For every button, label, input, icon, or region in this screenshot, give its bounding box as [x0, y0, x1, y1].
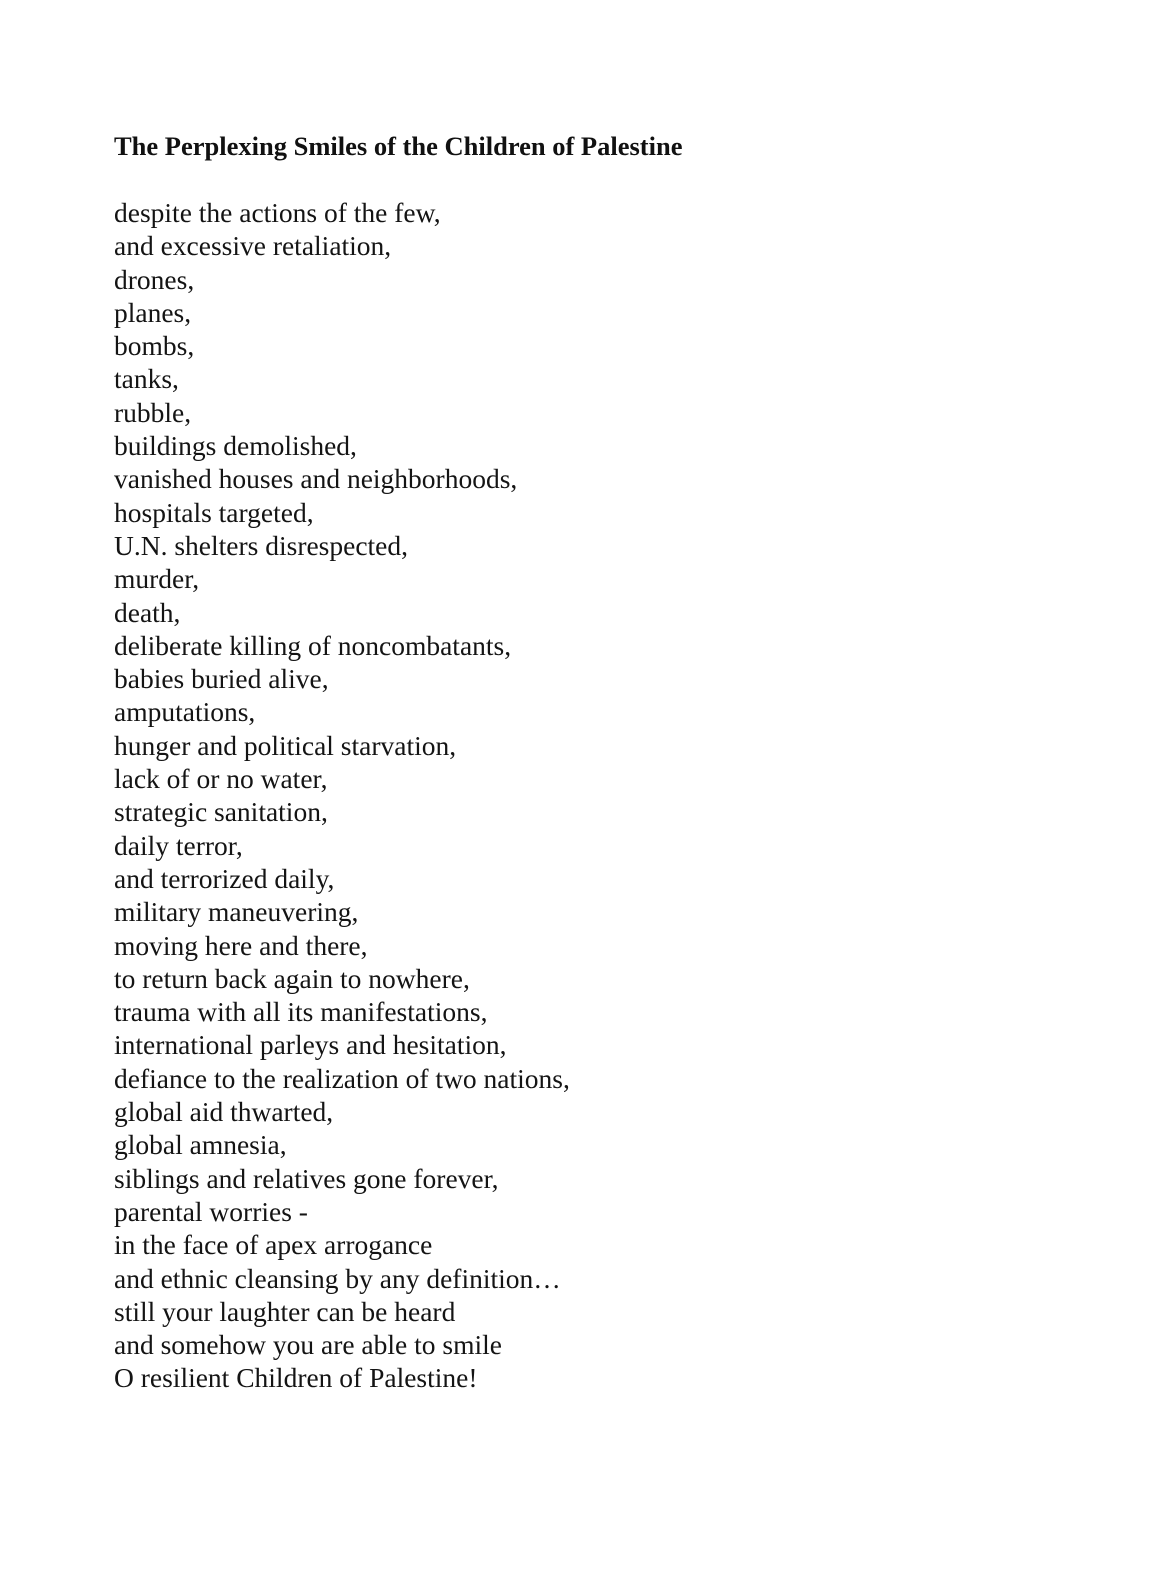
poem-title: The Perplexing Smiles of the Children of Palestine [114, 131, 683, 161]
poem-line: amputations, [114, 696, 256, 728]
poem-line: vanished houses and neighborhoods, [114, 463, 518, 495]
poem-line: and terrorized daily, [114, 862, 335, 894]
poem-line: defiance to the realization of two nations, [114, 1062, 570, 1094]
poem-line: siblings and relatives gone forever, [114, 1162, 499, 1194]
poem-line: drones, [114, 263, 195, 295]
poem-line: daily terror, [114, 829, 243, 861]
poem-line: despite the actions of the few, [114, 197, 441, 228]
poem-line: tanks, [114, 363, 179, 395]
poem-line: global amnesia, [114, 1129, 287, 1161]
poem-line: and excessive retaliation, [114, 230, 392, 262]
poem-line: trauma with all its manifestations, [114, 996, 488, 1028]
poem-line: O resilient Children of Palestine! [114, 1362, 478, 1394]
poem-line: rubble, [114, 396, 192, 428]
poem-line: and somehow you are able to smile [114, 1329, 502, 1361]
poem-line: babies buried alive, [114, 663, 329, 695]
poem-line: lack of or no water, [114, 763, 328, 795]
poem-line: military maneuvering, [114, 896, 359, 928]
poem-line: hospitals targeted, [114, 496, 314, 528]
poem-line: hunger and political starvation, [114, 729, 457, 761]
poem-line: international parleys and hesitation, [114, 1029, 507, 1061]
poem-line: planes, [114, 296, 192, 328]
poem-body [114, 196, 570, 1395]
poem-line: strategic sanitation, [114, 796, 328, 828]
poem-line: and ethnic cleansing by any definition… [114, 1262, 561, 1294]
poem-line: buildings demolished, [114, 430, 357, 462]
poem-line: deliberate killing of noncombatants, [114, 629, 512, 661]
poem-line: to return back again to nowhere, [114, 962, 470, 994]
poem-line: murder, [114, 563, 200, 595]
poem-line: global aid thwarted, [114, 1096, 334, 1128]
poem-line: moving here and there, [114, 929, 368, 961]
poem-line: in the face of apex arrogance [114, 1229, 433, 1261]
poem-line: U.N. shelters disrespected, [114, 529, 409, 561]
poem-line: bombs, [114, 330, 195, 362]
poem-line: parental worries - [114, 1195, 308, 1227]
poem-line: death, [114, 596, 181, 628]
poem-line: still your laughter can be heard [114, 1295, 456, 1327]
